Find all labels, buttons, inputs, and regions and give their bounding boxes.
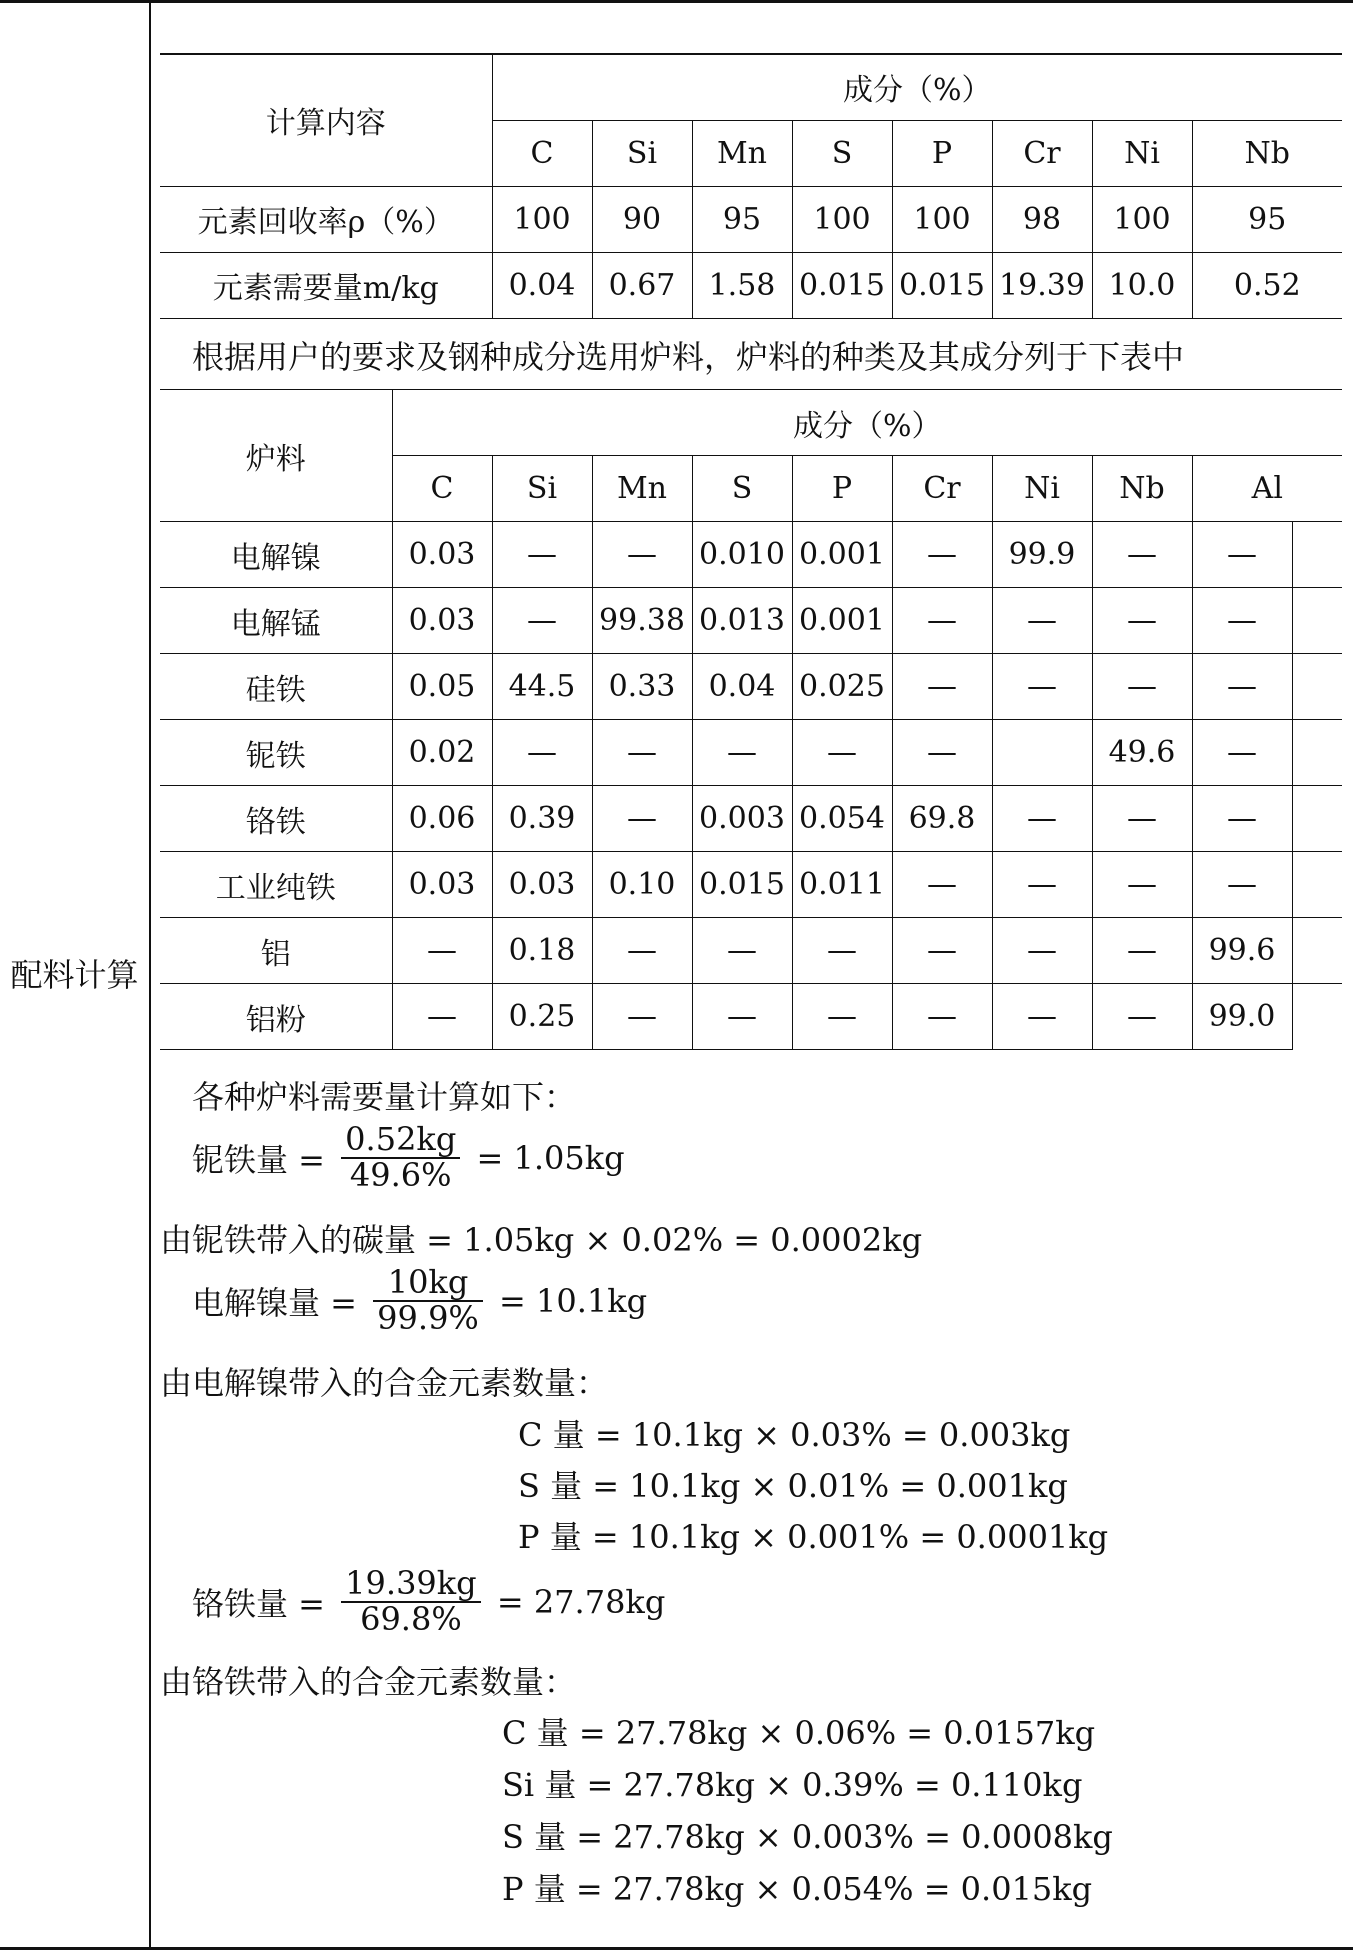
nb-numerator: 0.52kg xyxy=(341,1123,460,1159)
cell: — xyxy=(892,588,992,654)
cell: — xyxy=(792,720,892,786)
cell: — xyxy=(1092,852,1192,918)
element-header: P xyxy=(792,456,892,522)
cell: 90 xyxy=(592,186,692,252)
cr-fraction xyxy=(341,1564,480,1638)
cell: 0.03 xyxy=(392,852,492,918)
ni-p-line: P 量 = 10.1kg × 0.001% = 0.0001kg xyxy=(518,1518,1109,1556)
cell: — xyxy=(892,984,992,1050)
nb-label: 铌铁量 = xyxy=(192,1140,325,1179)
cell: — xyxy=(792,918,892,984)
cell xyxy=(992,720,1092,786)
cell: — xyxy=(992,654,1092,720)
table-row xyxy=(160,918,1342,984)
row-spacer xyxy=(1292,918,1342,984)
cell: — xyxy=(892,654,992,720)
row-label: 元素回收率ρ（%） xyxy=(160,186,492,252)
cell: 0.02 xyxy=(392,720,492,786)
cell: — xyxy=(1092,654,1192,720)
cell: 0.04 xyxy=(492,252,592,318)
cell: — xyxy=(692,720,792,786)
cell: 69.8 xyxy=(892,786,992,852)
calc-content-table xyxy=(160,53,1342,319)
cell: 100 xyxy=(1092,186,1192,252)
row-spacer xyxy=(1292,984,1342,1050)
cr-si-line: Si 量 = 27.78kg × 0.39% = 0.110kg xyxy=(502,1766,1083,1804)
cell: — xyxy=(1092,984,1192,1050)
nb-carbon-line: 由铌铁带入的碳量 = 1.05kg × 0.02% = 0.0002kg xyxy=(160,1221,923,1259)
table2-row-header: 炉料 xyxy=(160,390,392,522)
cell: 0.001 xyxy=(792,522,892,588)
cell: 98 xyxy=(992,186,1092,252)
cr-label: 铬铁量 = xyxy=(192,1584,325,1623)
element-header: Cr xyxy=(992,120,1092,186)
cr-equation xyxy=(192,1564,666,1638)
element-header: P xyxy=(892,120,992,186)
cell: — xyxy=(592,522,692,588)
cell: — xyxy=(992,984,1092,1050)
column-divider xyxy=(149,0,151,1950)
section-label: 配料计算 xyxy=(10,956,139,994)
element-header: S xyxy=(792,120,892,186)
cell: — xyxy=(392,984,492,1050)
cell: 0.67 xyxy=(592,252,692,318)
element-header: S xyxy=(692,456,792,522)
cell: — xyxy=(892,918,992,984)
row-label: 硅铁 xyxy=(160,654,392,720)
cell: 99.38 xyxy=(592,588,692,654)
cell: 1.58 xyxy=(692,252,792,318)
cell: — xyxy=(992,588,1092,654)
ni-fraction xyxy=(373,1263,483,1337)
ni-c-line: C 量 = 10.1kg × 0.03% = 0.003kg xyxy=(518,1416,1071,1454)
cr-c-line: C 量 = 27.78kg × 0.06% = 0.0157kg xyxy=(502,1714,1096,1752)
cell: — xyxy=(992,852,1092,918)
element-header: Mn xyxy=(592,456,692,522)
cell: 0.03 xyxy=(492,852,592,918)
cell: 95 xyxy=(692,186,792,252)
cell: 95 xyxy=(1192,186,1342,252)
ni-intro: 由电解镍带入的合金元素数量： xyxy=(160,1364,609,1402)
cell: 0.18 xyxy=(492,918,592,984)
cell: 0.015 xyxy=(692,852,792,918)
cell: — xyxy=(892,852,992,918)
row-spacer xyxy=(1292,588,1342,654)
table-row xyxy=(160,252,1342,318)
cell: 0.011 xyxy=(792,852,892,918)
ni-denominator: 99.9% xyxy=(377,1298,479,1337)
row-label: 电解镍 xyxy=(160,522,392,588)
row-spacer xyxy=(1292,522,1342,588)
cell: 10.0 xyxy=(1092,252,1192,318)
cell: — xyxy=(1192,852,1292,918)
table1-row-header: 计算内容 xyxy=(160,54,492,186)
ni-label: 电解镍量 = xyxy=(192,1283,357,1322)
cell: 19.39 xyxy=(992,252,1092,318)
ni-s-line: S 量 = 10.1kg × 0.01% = 0.001kg xyxy=(518,1467,1068,1505)
ni-result: = 10.1kg xyxy=(499,1281,648,1320)
element-header: Si xyxy=(592,120,692,186)
cr-denominator: 69.8% xyxy=(360,1599,462,1638)
row-label: 铝 xyxy=(160,918,392,984)
element-header: Ni xyxy=(1092,120,1192,186)
cell: 99.6 xyxy=(1192,918,1292,984)
cell: — xyxy=(692,918,792,984)
cell: — xyxy=(1192,720,1292,786)
cr-intro: 由铬铁带入的合金元素数量： xyxy=(160,1663,577,1701)
element-header: Nb xyxy=(1192,120,1342,186)
cell: 99.9 xyxy=(992,522,1092,588)
nb-equation xyxy=(192,1120,625,1194)
cell: — xyxy=(1192,786,1292,852)
cell: — xyxy=(392,918,492,984)
charge-composition-table xyxy=(160,389,1342,1050)
cell: 0.03 xyxy=(392,588,492,654)
element-header: Cr xyxy=(892,456,992,522)
cell: — xyxy=(892,522,992,588)
row-label: 工业纯铁 xyxy=(160,852,392,918)
cell: — xyxy=(992,786,1092,852)
cell: 0.025 xyxy=(792,654,892,720)
cell: 44.5 xyxy=(492,654,592,720)
row-spacer xyxy=(1292,654,1342,720)
cell: — xyxy=(492,720,592,786)
table-row xyxy=(160,720,1342,786)
cell: 99.0 xyxy=(1192,984,1292,1050)
selection-note: 根据用户的要求及钢种成分选用炉料，炉料的种类及其成分列于下表中 xyxy=(192,338,1185,376)
ni-numerator: 10kg xyxy=(373,1266,483,1302)
table-row xyxy=(160,852,1342,918)
row-label: 电解锰 xyxy=(160,588,392,654)
table-row xyxy=(160,654,1342,720)
cell: — xyxy=(492,588,592,654)
cell: — xyxy=(1192,588,1292,654)
table-row xyxy=(160,522,1342,588)
cell: — xyxy=(892,720,992,786)
cr-result: = 27.78kg xyxy=(496,1582,666,1621)
cell: 0.10 xyxy=(592,852,692,918)
cell: 100 xyxy=(492,186,592,252)
cell: 0.003 xyxy=(692,786,792,852)
element-header: C xyxy=(492,120,592,186)
cell: 0.03 xyxy=(392,522,492,588)
cell: — xyxy=(592,720,692,786)
cell: — xyxy=(692,984,792,1050)
nb-result: = 1.05kg xyxy=(476,1138,625,1177)
table1-group-header: 成分（%） xyxy=(492,54,1342,120)
cell: 0.33 xyxy=(592,654,692,720)
nb-fraction xyxy=(341,1120,460,1194)
cr-s-line: S 量 = 27.78kg × 0.003% = 0.0008kg xyxy=(502,1818,1113,1856)
table-row xyxy=(160,588,1342,654)
row-spacer xyxy=(1292,786,1342,852)
content-area xyxy=(160,0,1342,1950)
cell: 0.52 xyxy=(1192,252,1342,318)
nb-denominator: 49.6% xyxy=(349,1155,452,1194)
cell: 0.04 xyxy=(692,654,792,720)
ni-equation xyxy=(192,1263,648,1337)
cell: 0.05 xyxy=(392,654,492,720)
row-spacer xyxy=(1292,852,1342,918)
cell: — xyxy=(592,984,692,1050)
cell: — xyxy=(592,918,692,984)
cell: 0.015 xyxy=(892,252,992,318)
row-spacer xyxy=(1292,720,1342,786)
row-label: 铝粉 xyxy=(160,984,392,1050)
row-label: 元素需要量m/kg xyxy=(160,252,492,318)
cell: — xyxy=(992,918,1092,984)
cell: 0.015 xyxy=(792,252,892,318)
element-header: Si xyxy=(492,456,592,522)
cell: 0.39 xyxy=(492,786,592,852)
cell: 100 xyxy=(892,186,992,252)
cell: 0.013 xyxy=(692,588,792,654)
cell: 0.054 xyxy=(792,786,892,852)
calc-intro: 各种炉料需要量计算如下： xyxy=(192,1078,577,1116)
row-label: 铌铁 xyxy=(160,720,392,786)
row-label: 铬铁 xyxy=(160,786,392,852)
cell: — xyxy=(1192,522,1292,588)
table2-group-header: 成分（%） xyxy=(392,390,1342,456)
cr-numerator: 19.39kg xyxy=(341,1567,480,1603)
cell: — xyxy=(1092,786,1192,852)
cell: 49.6 xyxy=(1092,720,1192,786)
element-header: C xyxy=(392,456,492,522)
cell: 100 xyxy=(792,186,892,252)
cell: 0.001 xyxy=(792,588,892,654)
table-row xyxy=(160,186,1342,252)
table-row xyxy=(160,984,1342,1050)
cell: 0.010 xyxy=(692,522,792,588)
element-header: Ni xyxy=(992,456,1092,522)
element-header: Mn xyxy=(692,120,792,186)
element-header: Nb xyxy=(1092,456,1192,522)
cell: — xyxy=(592,786,692,852)
cell: — xyxy=(492,522,592,588)
cell: 0.25 xyxy=(492,984,592,1050)
cr-p-line: P 量 = 27.78kg × 0.054% = 0.015kg xyxy=(502,1870,1093,1908)
cell: — xyxy=(1092,588,1192,654)
cell: 0.06 xyxy=(392,786,492,852)
element-header: Al xyxy=(1192,456,1342,522)
cell: — xyxy=(1092,522,1192,588)
table-row xyxy=(160,786,1342,852)
cell: — xyxy=(792,984,892,1050)
cell: — xyxy=(1192,654,1292,720)
cell: — xyxy=(1092,918,1192,984)
